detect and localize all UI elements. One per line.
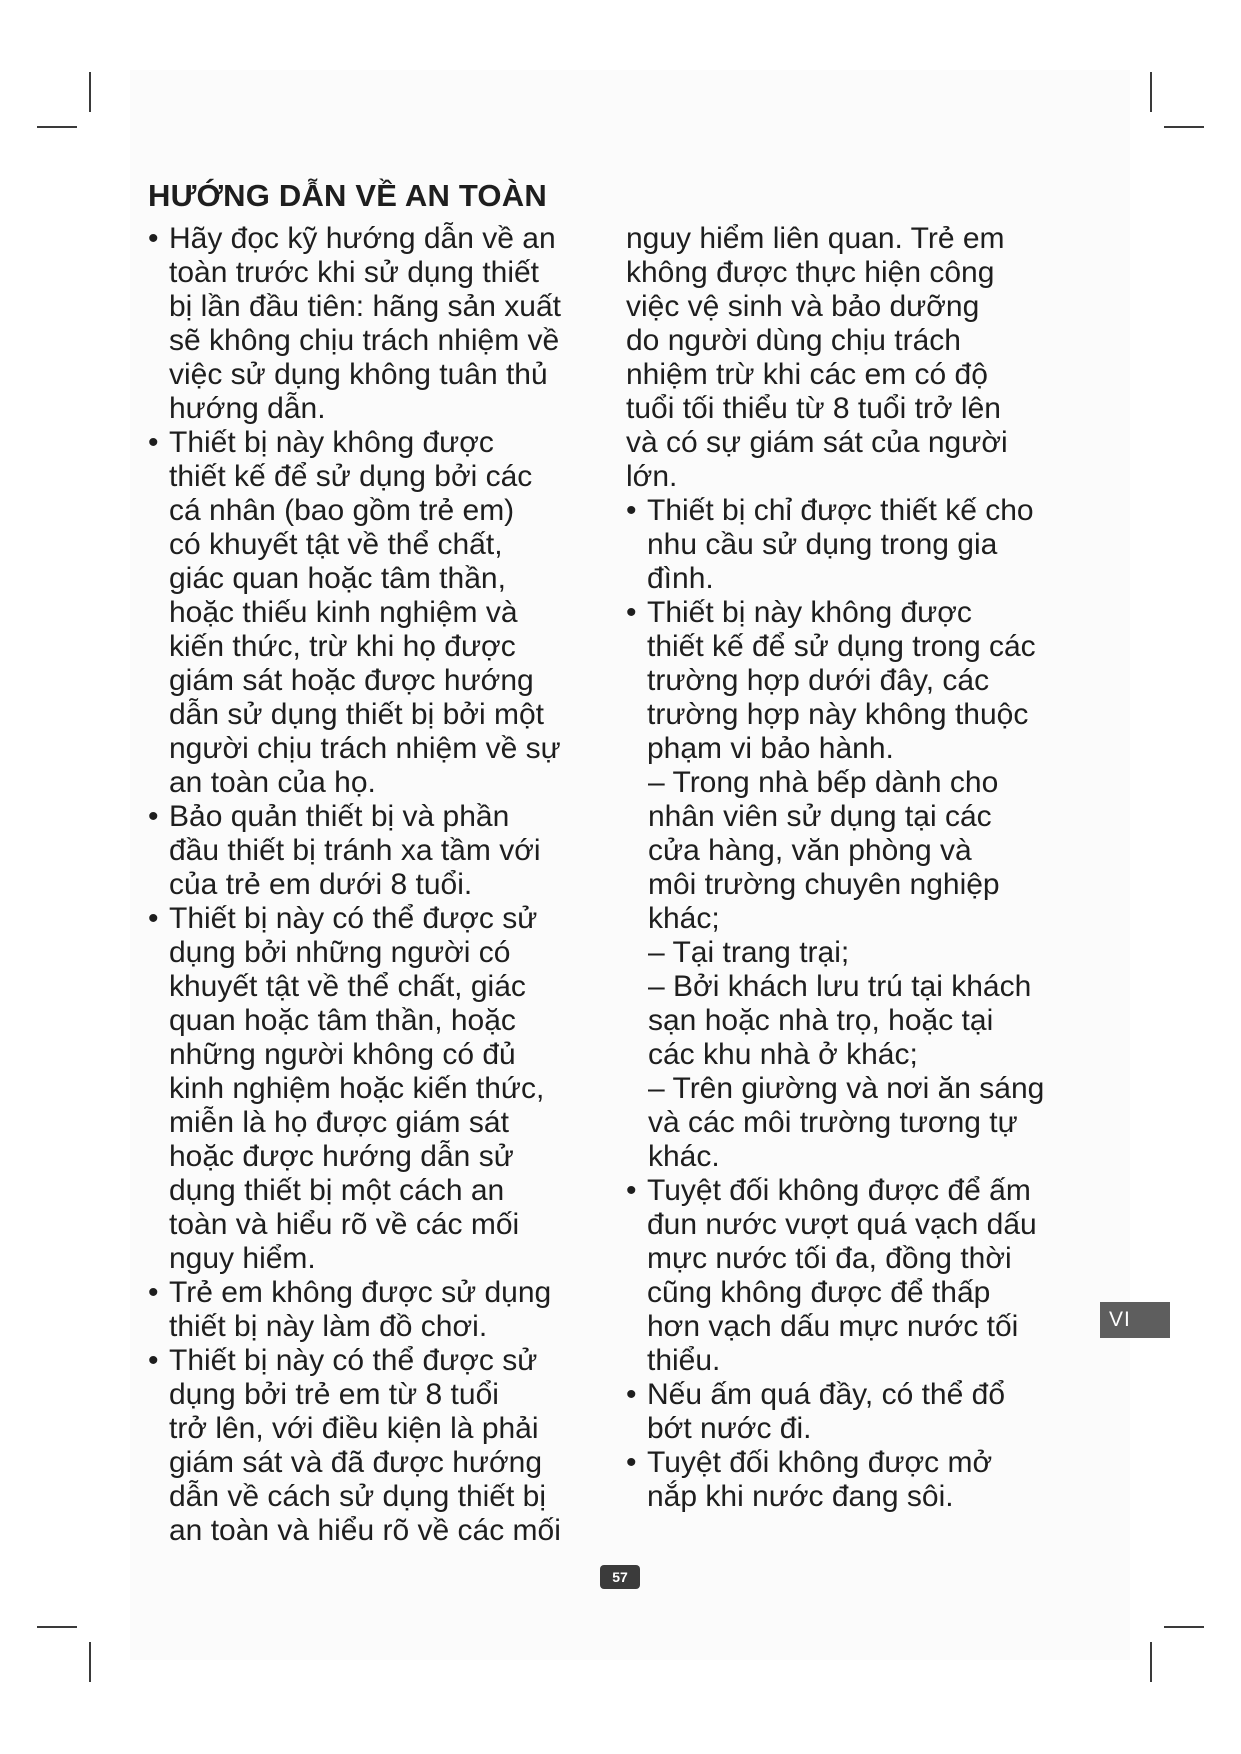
- text-line: toàn trước khi sử dụng thiết: [169, 256, 540, 289]
- text-line: trường hợp này không thuộc: [647, 698, 1029, 731]
- text-line: giám sát hoặc được hướng: [169, 664, 534, 697]
- crop-mark-top-right-vertical: [1150, 72, 1152, 112]
- text-line: khác;: [648, 902, 720, 935]
- text-line: • Bảo quản thiết bị và phần: [169, 800, 510, 833]
- text-line: nhân viên sử dụng tại các: [648, 800, 992, 833]
- text-line: hoặc thiếu kinh nghiệm và: [169, 596, 518, 629]
- left-column: [148, 222, 618, 1548]
- text-line: hơn vạch dấu mực nước tối: [647, 1310, 1019, 1343]
- list-item: [626, 1174, 1126, 1378]
- page-number-badge: 57: [600, 1565, 640, 1589]
- text-line: phạm vi bảo hành.: [647, 732, 894, 765]
- text-line: thiết kế để sử dụng trong các: [647, 630, 1036, 663]
- text-line: toàn và hiểu rõ về các mối: [169, 1208, 520, 1241]
- text-line: • Tuyệt đối không được mở: [647, 1446, 993, 1479]
- text-line: do người dùng chịu trách: [626, 324, 961, 357]
- text-line: – Trên giường và nơi ăn sáng: [648, 1072, 1045, 1105]
- crop-mark-top-left-vertical: [89, 72, 91, 112]
- list-item: [626, 1378, 1126, 1446]
- text-line: người chịu trách nhiệm về sự: [169, 732, 561, 765]
- text-line: hướng dẫn.: [169, 392, 326, 425]
- text-line: việc sử dụng không tuân thủ: [169, 358, 548, 391]
- text-line: lớn.: [626, 460, 678, 493]
- text-line: thiết kế để sử dụng bởi các: [169, 460, 533, 493]
- page-title: HƯỚNG DẪN VỀ AN TOÀN: [148, 178, 547, 213]
- text-line: quan hoặc tâm thần, hoặc: [169, 1004, 516, 1037]
- crop-mark-top-left-horizontal: [37, 126, 77, 128]
- sub-list-item: [648, 970, 1126, 1072]
- text-line: trở lên, với điều kiện là phải: [169, 1412, 539, 1445]
- text-line: • Thiết bị này có thể được sử: [169, 902, 538, 935]
- list-item: [626, 1446, 1126, 1514]
- text-line: nắp khi nước đang sôi.: [647, 1480, 954, 1513]
- sub-list-item: [648, 1072, 1126, 1174]
- text-line: sạn hoặc nhà trọ, hoặc tại: [648, 1004, 994, 1037]
- text-line: và các môi trường tương tự: [648, 1106, 1018, 1139]
- text-line: và có sự giám sát của người: [626, 426, 1008, 459]
- crop-mark-bottom-right-vertical: [1150, 1642, 1152, 1682]
- text-line: – Tại trang trại;: [648, 936, 850, 969]
- text-line: • Thiết bị này có thể được sử: [169, 1344, 538, 1377]
- text-line: • Hãy đọc kỹ hướng dẫn về an: [169, 222, 556, 255]
- list-item-continuation: [626, 222, 1126, 494]
- text-line: môi trường chuyên nghiệp: [648, 868, 1000, 901]
- list-item: [148, 426, 618, 800]
- crop-mark-top-right-horizontal: [1164, 126, 1204, 128]
- text-line: giám sát và đã được hướng: [169, 1446, 543, 1479]
- text-line: bị lần đầu tiên: hãng sản xuất: [169, 290, 561, 323]
- list-item: [148, 902, 618, 1276]
- text-line: việc vệ sinh và bảo dưỡng: [626, 290, 980, 323]
- text-line: đình.: [647, 562, 714, 595]
- list-item: [148, 1276, 618, 1344]
- text-line: mực nước tối đa, đồng thời: [647, 1242, 1012, 1275]
- text-line: thiết bị này làm đồ chơi.: [169, 1310, 488, 1343]
- text-line: cửa hàng, văn phòng và: [648, 834, 972, 867]
- text-line: các khu nhà ở khác;: [648, 1038, 918, 1071]
- text-line: nhu cầu sử dụng trong gia: [647, 528, 998, 561]
- text-line: đun nước vượt quá vạch dấu: [647, 1208, 1037, 1241]
- text-line: an toàn của họ.: [169, 766, 376, 799]
- text-line: giác quan hoặc tâm thần,: [169, 562, 506, 595]
- text-line: của trẻ em dưới 8 tuổi.: [169, 868, 473, 901]
- text-line: cũng không được để thấp: [647, 1276, 991, 1309]
- text-line: • Nếu ấm quá đầy, có thể đổ: [647, 1378, 1006, 1411]
- text-line: đầu thiết bị tránh xa tầm với: [169, 834, 541, 867]
- text-line: • Thiết bị này không được: [647, 596, 972, 629]
- sub-list-item: [648, 766, 1126, 936]
- text-line: hoặc được hướng dẫn sử: [169, 1140, 514, 1173]
- text-line: cá nhân (bao gồm trẻ em): [169, 494, 515, 527]
- sub-list-item: [648, 936, 1126, 970]
- text-line: nguy hiểm liên quan. Trẻ em: [626, 222, 1005, 255]
- text-line: dụng bởi trẻ em từ 8 tuổi: [169, 1378, 499, 1411]
- text-line: trường hợp dưới đây, các: [647, 664, 990, 697]
- list-item: [148, 222, 618, 426]
- text-line: an toàn và hiểu rõ về các mối: [169, 1514, 561, 1547]
- text-line: – Bởi khách lưu trú tại khách: [648, 970, 1032, 1003]
- text-line: • Thiết bị này không được: [169, 426, 494, 459]
- crop-mark-bottom-left-horizontal: [37, 1626, 77, 1628]
- text-line: • Trẻ em không được sử dụng: [169, 1276, 552, 1309]
- text-line: • Tuyệt đối không được để ấm: [647, 1174, 1031, 1207]
- text-line: miễn là họ được giám sát: [169, 1106, 509, 1139]
- text-line: nguy hiểm.: [169, 1242, 316, 1275]
- text-line: thiểu.: [647, 1344, 721, 1377]
- sub-list: [648, 766, 1126, 1174]
- list-item: [148, 800, 618, 902]
- list-item: [148, 1344, 618, 1548]
- crop-mark-bottom-left-vertical: [89, 1642, 91, 1682]
- text-line: nhiệm trừ khi các em có độ: [626, 358, 988, 391]
- text-line: có khuyết tật về thể chất,: [169, 528, 503, 561]
- crop-mark-bottom-right-horizontal: [1164, 1626, 1204, 1628]
- text-line: khuyết tật về thể chất, giác: [169, 970, 526, 1003]
- text-line: bớt nước đi.: [647, 1412, 812, 1445]
- right-column: [626, 222, 1126, 1514]
- text-line: sẽ không chịu trách nhiệm về: [169, 324, 560, 357]
- text-line: kinh nghiệm hoặc kiến thức,: [169, 1072, 545, 1105]
- list-item: [626, 596, 1126, 766]
- text-line: – Trong nhà bếp dành cho: [648, 766, 999, 799]
- list-item: [626, 494, 1126, 596]
- text-line: dẫn sử dụng thiết bị bởi một: [169, 698, 544, 731]
- language-tab: VI: [1100, 1302, 1170, 1338]
- text-line: dẫn về cách sử dụng thiết bị: [169, 1480, 546, 1513]
- text-line: những người không có đủ: [169, 1038, 516, 1071]
- text-line: kiến thức, trừ khi họ được: [169, 630, 516, 663]
- text-line: khác.: [648, 1140, 720, 1173]
- text-line: tuổi tối thiểu từ 8 tuổi trở lên: [626, 392, 1001, 425]
- text-line: không được thực hiện công: [626, 256, 995, 289]
- text-line: • Thiết bị chỉ được thiết kế cho: [647, 494, 1034, 527]
- text-line: dụng bởi những người có: [169, 936, 511, 969]
- text-line: dụng thiết bị một cách an: [169, 1174, 505, 1207]
